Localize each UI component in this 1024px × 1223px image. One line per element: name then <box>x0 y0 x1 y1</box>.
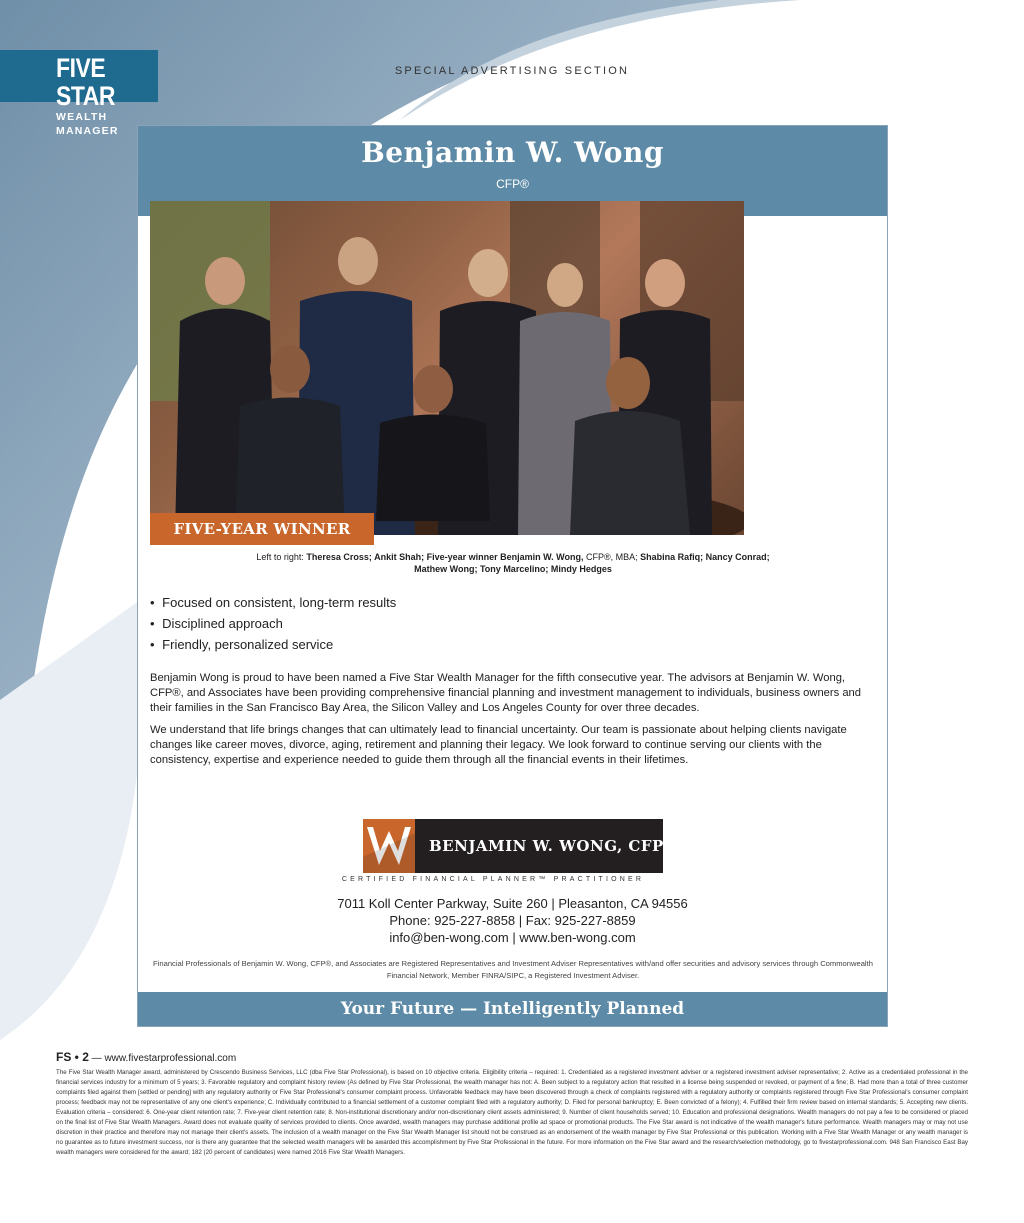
caption-credential: CFP®, MBA; <box>583 552 641 562</box>
brand-line2: WEALTH MANAGER <box>56 111 119 137</box>
address: 7011 Koll Center Parkway, Suite 260 | Pleasanton, CA 94556 <box>337 896 688 911</box>
footer-website[interactable]: — www.fivestarprofessional.com <box>88 1053 237 1064</box>
caption-prefix: Left to right: <box>256 552 307 562</box>
list-item: • Focused on consistent, long-term results <box>150 592 850 613</box>
mission-paragraph: We understand that life brings changes that can ultimately lead to financial uncertainty. Our team is passionate about helping clients navigate changes like career moves, divorce, aging, retirement and planning their legacy. We look forward to continue serving our clients with the consistency, expertise and experience needed to guide them through all the financial events in their lifetimes. <box>150 724 847 766</box>
disclosure-text: Financial Professionals of Benjamin W. Wong, CFP®, and Associates are Registered Representatives and Investment Adviser Representatives with/and offer securities and advisory services through Commonwealth Financial Network, Member FINRA/SIPC, a Registered Investment Adviser. <box>153 959 873 980</box>
firm-logo <box>363 819 680 873</box>
winner-badge: FIVE-YEAR WINNER <box>150 513 374 545</box>
caption-names-2: Shabina Rafiq; Nancy Conrad; <box>640 552 770 562</box>
logo-subtitle: CERTIFIED FINANCIAL PLANNER™ PRACTITIONER <box>341 876 645 883</box>
intro-paragraph: Benjamin Wong is proud to have been named a Five Star Wealth Manager for the fifth consecutive year. The advisors at Benjamin W. Wong, CFP®, and Associates have been providing comprehensive financial planning and investment management to individuals, business owners and their families in the San Francisco Bay Area, the Silicon Valley and Los Angeles County for over three decades. <box>150 672 861 714</box>
list-item: • Friendly, personalized service <box>150 634 850 655</box>
tagline: Your Future — Intelligently Planned <box>138 992 887 1026</box>
advisor-credential: CFP® <box>496 177 529 191</box>
section-label: SPECIAL ADVERTISING SECTION <box>394 65 630 77</box>
list-item: • Disciplined approach <box>150 613 850 634</box>
page-footer <box>56 1050 236 1064</box>
w-logo-icon <box>363 819 415 873</box>
page-number: FS • 2 <box>56 1050 89 1064</box>
advisor-card <box>137 125 888 1027</box>
logo-name: BENJAMIN W. WONG, CFP® <box>429 837 680 855</box>
brand-line1: FIVE STAR <box>56 53 116 111</box>
email-website[interactable]: info@ben-wong.com | www.ben-wong.com <box>389 930 636 945</box>
advisor-name: Benjamin W. Wong <box>361 136 664 169</box>
phone-fax: Phone: 925-227-8858 | Fax: 925-227-8859 <box>389 913 636 928</box>
photo-caption <box>168 551 858 575</box>
highlights-list <box>150 592 850 655</box>
caption-names-3: Mathew Wong; Tony Marcelino; Mindy Hedges <box>414 564 612 574</box>
caption-names-1: Theresa Cross; Ankit Shah; Five-year winner Benjamin W. Wong, <box>306 552 584 562</box>
award-fineprint: The Five Star Wealth Manager award, administered by Crescendo Business Services, LLC (dba Five Star Professional), is based on 10 objective criteria. Eligibility criteria – required: 1. Credentialed as a registered investment adviser or a registered investment adviser representative; 2. Active as a credentialed professional in the financial services industry for a minimum of 5 years; 3. Favorable regulatory and complaint history review (As defined by Five Star Professional, the wealth manager has not: A. Been subject to a regulatory action that resulted in a license being suspended or revoked, or payment of a fine; B. Had more than a total of three customer complaints filed against them [settled or pending] with any regulatory authority or Five Star Professional's consumer complaint process. Unfavorable feedback may have been discovered through a check of complaints registered with a regulatory authority or complaints registered through Five Star Professional's consumer complaint process; feedback may not be representative of any one client's experience; C. Individually contributed to a financial settlement of a customer complaint filed with a regulatory authority; D. Filed for personal bankruptcy; E. Been convicted of a felony); 4. Fulfilled their firm review based on internal standards; 5. Accepting new clients. Evaluation criteria – considered: 6. One-year client retention rate; 7. Five-year client retention rate; 8. Non-institutional discretionary and/or non-discretionary client assets administered; 9. Number of client households served; 10. Education and professional designations. Wealth managers do not pay a fee to be considered or placed on the final list of Five Star Wealth Managers. Award does not evaluate quality of services provided to clients. Once awarded, wealth managers may purchase additional profile ad space or promotional products. The Five Star award is not indicative of the wealth manager's future performance. Wealth managers may or may not use discretion in their practice and therefore may not manage their client's assets. The inclusion of a wealth manager on the Five Star Wealth Manager list should not be construed as an endorsement of the wealth manager by Five Star Professional or this publication. Working with a Five Star Wealth Manager or any wealth manager is no guarantee as to future investment success, nor is there any guarantee that the selected wealth managers will be awarded this accomplishment by Five Star Professional in the future. For more information on the Five Star award and the research/selection methodology, go to fivestarprofessional.com. 948 San Francisco East Bay wealth managers were considered for the award; 182 (20 percent of candidates) were named 2016 Five Star Wealth Managers. <box>56 1069 968 1156</box>
group-photo-icon <box>150 201 744 535</box>
